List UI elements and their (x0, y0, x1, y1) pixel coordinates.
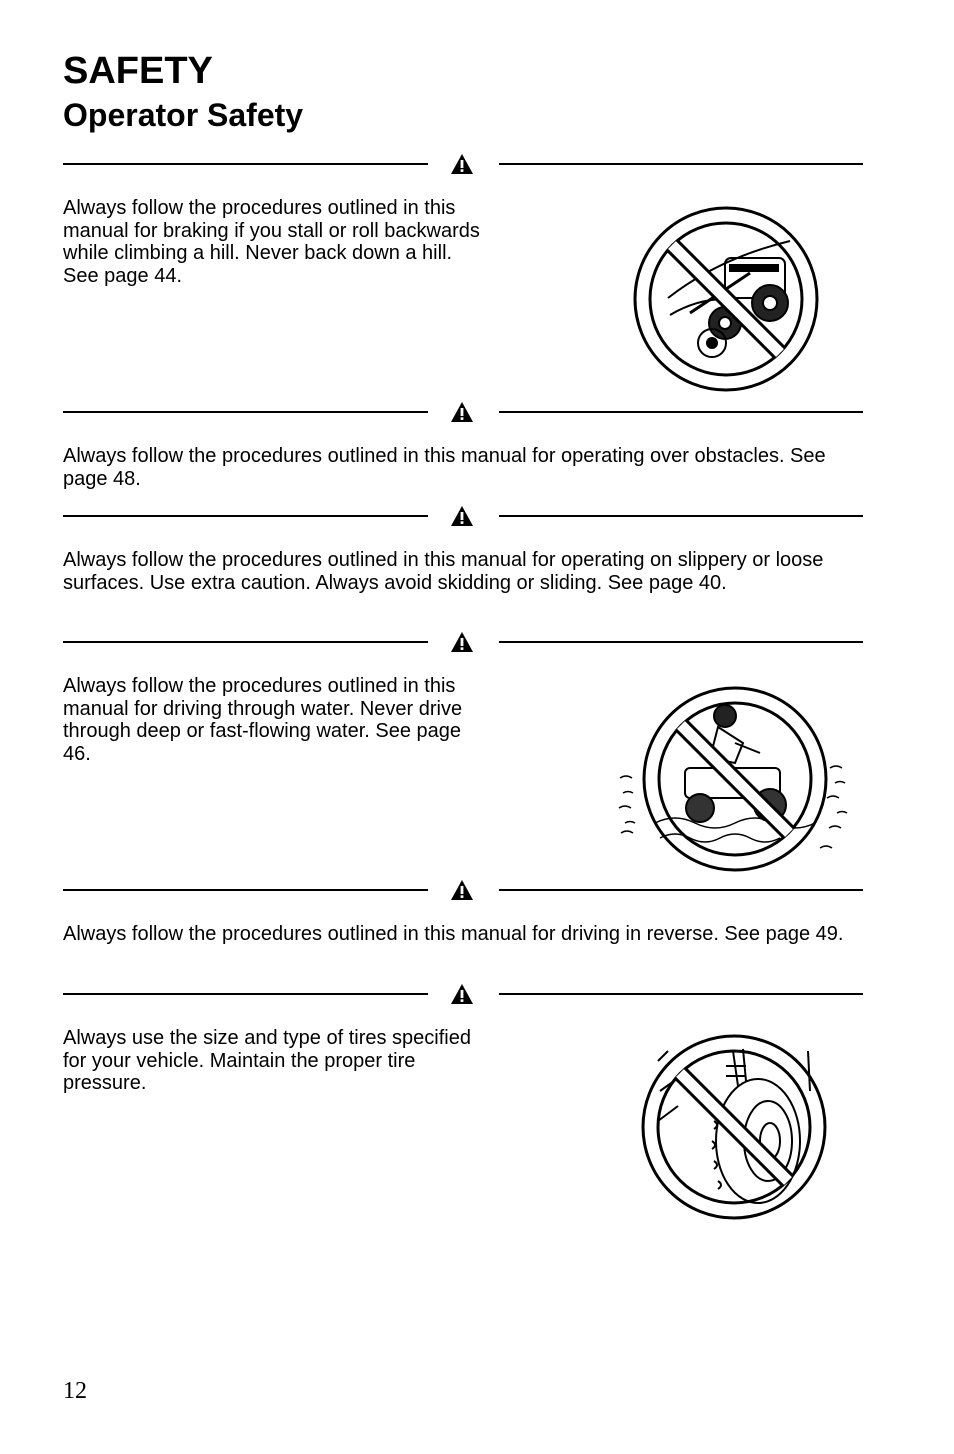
warning-separator (63, 983, 863, 1005)
warning-text: Always follow the procedures outlined in this manual for driving through water. Never drive through deep or fast-flowing water. See page 46. (63, 675, 463, 765)
warning-triangle-icon (450, 401, 474, 423)
warning-text: Always follow the procedures outlined in this manual for braking if you stall or roll backwards while climbing a hill. Never back down a hill. See page 44. (63, 197, 480, 287)
warning-separator (63, 879, 863, 901)
warning-separator (63, 631, 863, 653)
section-title: SAFETY (63, 50, 213, 92)
warning-triangle-icon (450, 505, 474, 527)
warning-text: Always follow the procedures outlined in this manual for operating on slippery or loose surfaces. Use extra caution. Always avoid skidding or sliding. See page 40. (63, 549, 824, 594)
warning-triangle-icon (450, 879, 474, 901)
warning-separator (63, 401, 863, 423)
page-number: 12 (63, 1378, 87, 1404)
warning-text: Always follow the procedures outlined in this manual for operating over obstacles. See page 48. (63, 445, 826, 490)
no-deep-water-illustration (615, 683, 855, 875)
warning-triangle-icon (450, 153, 474, 175)
warning-text: Always follow the procedures outlined in this manual for driving in reverse. See page 49. (63, 923, 844, 945)
warning-text: Always use the size and type of tires specified for your vehicle. Maintain the proper tire pressure. (63, 1027, 471, 1094)
warning-triangle-icon (450, 983, 474, 1005)
page-title: Operator Safety (63, 97, 304, 133)
no-backing-down-hill-illustration (630, 203, 822, 395)
warning-triangle-icon (450, 631, 474, 653)
tire-pressure-illustration (638, 1031, 830, 1223)
warning-separator (63, 153, 863, 175)
warning-separator (63, 505, 863, 527)
